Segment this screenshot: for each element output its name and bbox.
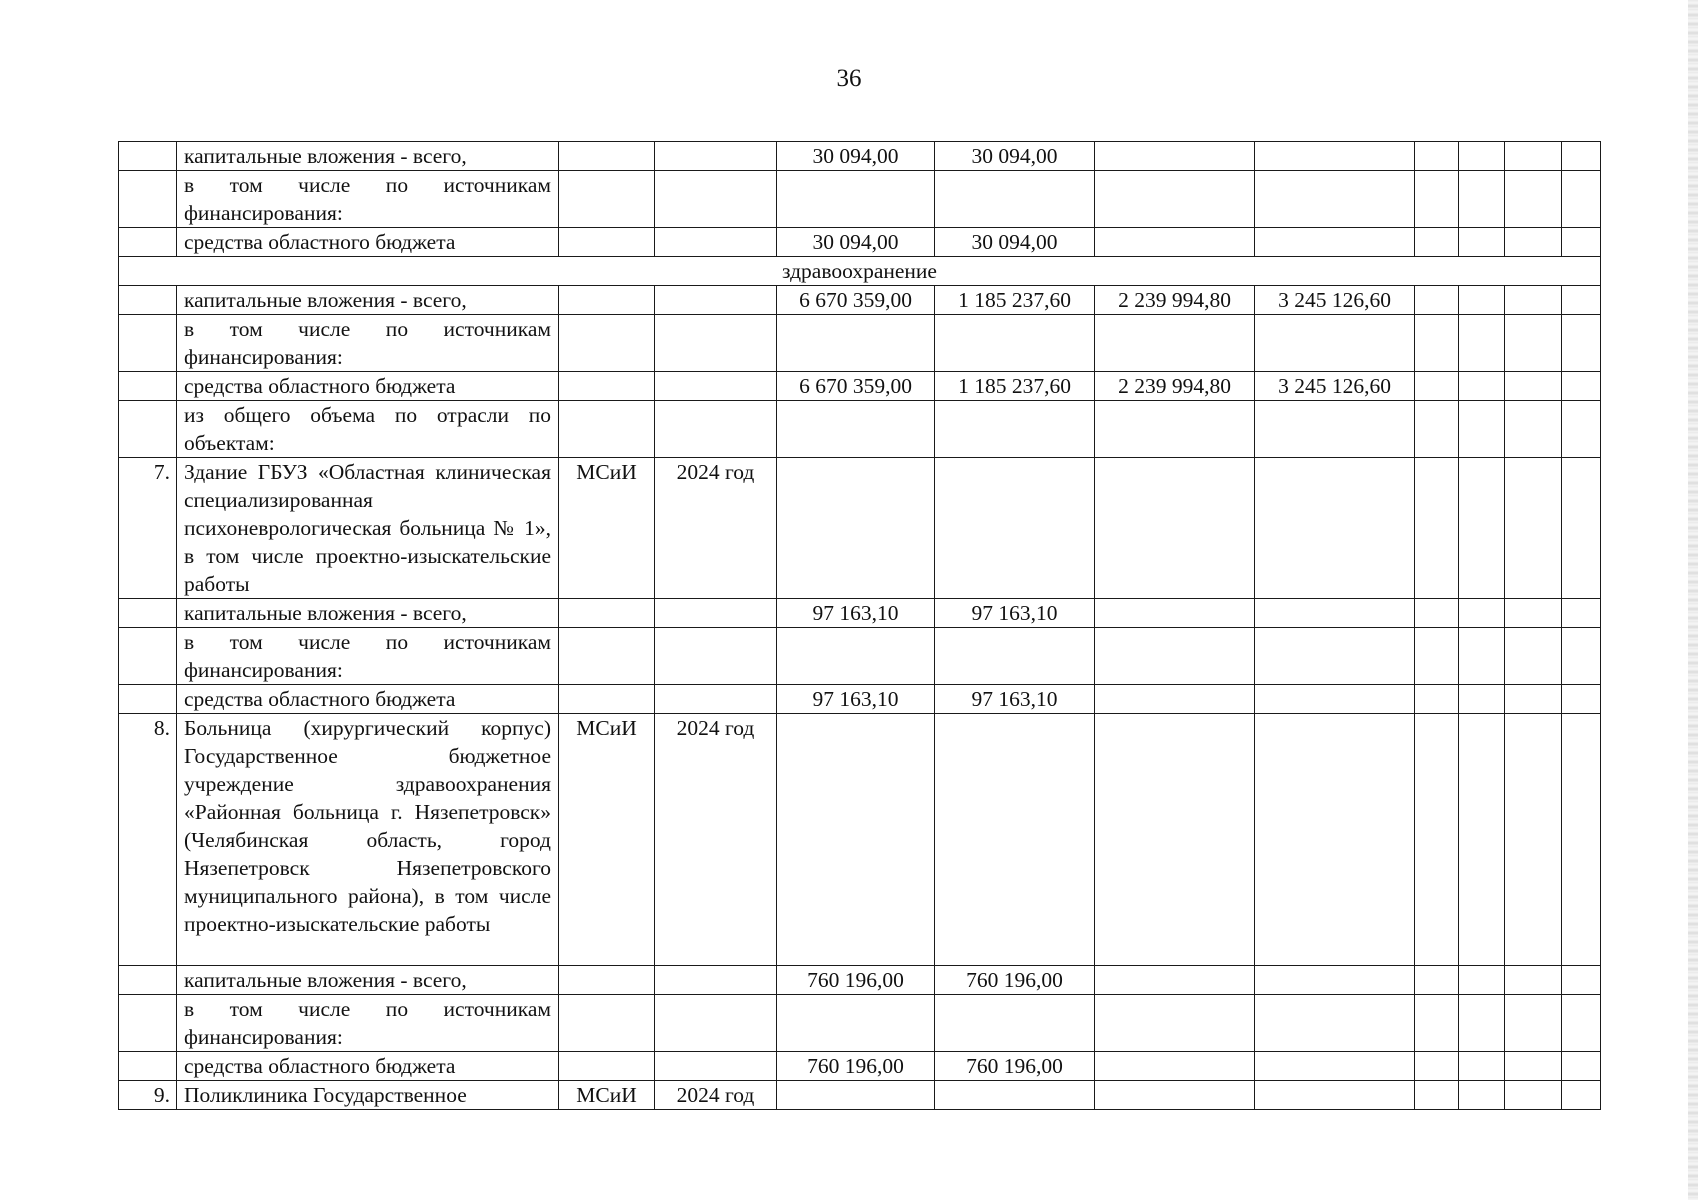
period-cell bbox=[655, 995, 777, 1052]
empty-cell bbox=[1562, 966, 1601, 995]
period-cell bbox=[655, 628, 777, 685]
organization-cell bbox=[559, 599, 655, 628]
amount-cell: 6 670 359,00 bbox=[777, 286, 935, 315]
empty-cell bbox=[1562, 628, 1601, 685]
empty-cell bbox=[1505, 628, 1562, 685]
description-cell: капитальные вложения - всего, bbox=[177, 142, 559, 171]
organization-cell bbox=[559, 966, 655, 995]
organization-cell: МСиИ bbox=[559, 714, 655, 966]
empty-cell bbox=[1562, 286, 1601, 315]
amount-cell bbox=[1095, 1052, 1255, 1081]
empty-cell bbox=[1562, 171, 1601, 228]
amount-cell bbox=[1255, 1081, 1415, 1110]
table-row bbox=[119, 1081, 1601, 1110]
empty-cell bbox=[1459, 171, 1505, 228]
organization-cell bbox=[559, 995, 655, 1052]
amount-cell bbox=[1255, 685, 1415, 714]
amount-cell: 97 163,10 bbox=[935, 599, 1095, 628]
empty-cell bbox=[1459, 458, 1505, 599]
description-cell: в том числе по источникам финансирования: bbox=[177, 315, 559, 372]
table-body bbox=[119, 142, 1601, 1110]
amount-cell bbox=[1255, 995, 1415, 1052]
amount-cell bbox=[935, 995, 1095, 1052]
period-cell bbox=[655, 315, 777, 372]
empty-cell bbox=[1415, 599, 1459, 628]
organization-cell bbox=[559, 685, 655, 714]
row-number-cell bbox=[119, 995, 177, 1052]
section-heading-row bbox=[119, 257, 1601, 286]
scan-edge bbox=[1688, 0, 1698, 1200]
empty-cell bbox=[1459, 599, 1505, 628]
empty-cell bbox=[1415, 286, 1459, 315]
amount-cell bbox=[935, 628, 1095, 685]
organization-cell bbox=[559, 372, 655, 401]
amount-cell: 30 094,00 bbox=[935, 228, 1095, 257]
empty-cell bbox=[1562, 372, 1601, 401]
empty-cell bbox=[1562, 714, 1601, 966]
period-cell bbox=[655, 1052, 777, 1081]
empty-cell bbox=[1459, 286, 1505, 315]
amount-cell bbox=[1095, 685, 1255, 714]
period-cell: 2024 год bbox=[655, 714, 777, 966]
empty-cell bbox=[1562, 685, 1601, 714]
empty-cell bbox=[1562, 401, 1601, 458]
amount-cell bbox=[1095, 142, 1255, 171]
row-number-cell bbox=[119, 1052, 177, 1081]
period-cell bbox=[655, 142, 777, 171]
empty-cell bbox=[1459, 995, 1505, 1052]
table-row bbox=[119, 228, 1601, 257]
amount-cell bbox=[1095, 599, 1255, 628]
row-number-cell bbox=[119, 286, 177, 315]
amount-cell: 30 094,00 bbox=[777, 228, 935, 257]
amount-cell bbox=[1095, 228, 1255, 257]
amount-cell bbox=[1095, 628, 1255, 685]
description-cell: Больница (хирургический корпус) Государственное бюджетное учреждение здравоохранения «Районная больница г. Нязепетровск» (Челябинская область, город Нязепетровск Нязепетровского муниципального района), в том числе проектно-изыскательские работы bbox=[177, 714, 559, 966]
page-number: 36 bbox=[836, 65, 862, 92]
row-number-cell: 7. bbox=[119, 458, 177, 599]
empty-cell bbox=[1415, 228, 1459, 257]
amount-cell bbox=[1255, 315, 1415, 372]
amount-cell bbox=[777, 628, 935, 685]
empty-cell bbox=[1459, 1052, 1505, 1081]
empty-cell bbox=[1562, 315, 1601, 372]
amount-cell bbox=[1095, 458, 1255, 599]
amount-cell: 97 163,10 bbox=[777, 599, 935, 628]
empty-cell bbox=[1562, 142, 1601, 171]
amount-cell bbox=[777, 714, 935, 966]
description-cell: в том числе по источникам финансирования: bbox=[177, 995, 559, 1052]
amount-cell: 1 185 237,60 bbox=[935, 372, 1095, 401]
amount-cell bbox=[777, 1081, 935, 1110]
amount-cell bbox=[1255, 628, 1415, 685]
empty-cell bbox=[1505, 228, 1562, 257]
empty-cell bbox=[1459, 628, 1505, 685]
organization-cell: МСиИ bbox=[559, 1081, 655, 1110]
table-row bbox=[119, 286, 1601, 315]
empty-cell bbox=[1459, 1081, 1505, 1110]
amount-cell: 6 670 359,00 bbox=[777, 372, 935, 401]
period-cell: 2024 год bbox=[655, 458, 777, 599]
empty-cell bbox=[1415, 372, 1459, 401]
row-number-cell bbox=[119, 372, 177, 401]
amount-cell bbox=[1095, 966, 1255, 995]
table-row bbox=[119, 142, 1601, 171]
empty-cell bbox=[1505, 315, 1562, 372]
table-row bbox=[119, 1052, 1601, 1081]
organization-cell bbox=[559, 142, 655, 171]
amount-cell bbox=[1255, 401, 1415, 458]
period-cell bbox=[655, 171, 777, 228]
amount-cell bbox=[777, 315, 935, 372]
table-row bbox=[119, 995, 1601, 1052]
amount-cell bbox=[1255, 171, 1415, 228]
amount-cell bbox=[777, 171, 935, 228]
description-cell: средства областного бюджета bbox=[177, 685, 559, 714]
period-cell bbox=[655, 685, 777, 714]
amount-cell bbox=[935, 458, 1095, 599]
description-cell: капитальные вложения - всего, bbox=[177, 286, 559, 315]
description-cell: Здание ГБУЗ «Областная клиническая специализированная психоневрологическая больница № 1», в том числе проектно-изыскательские работы bbox=[177, 458, 559, 599]
empty-cell bbox=[1415, 171, 1459, 228]
empty-cell bbox=[1459, 685, 1505, 714]
row-number-cell bbox=[119, 401, 177, 458]
table-row bbox=[119, 966, 1601, 995]
amount-cell bbox=[935, 714, 1095, 966]
row-number-cell bbox=[119, 966, 177, 995]
empty-cell bbox=[1562, 995, 1601, 1052]
amount-cell: 760 196,00 bbox=[777, 1052, 935, 1081]
empty-cell bbox=[1505, 966, 1562, 995]
description-cell: из общего объема по отрасли по объектам: bbox=[177, 401, 559, 458]
empty-cell bbox=[1505, 995, 1562, 1052]
row-number-cell bbox=[119, 685, 177, 714]
amount-cell bbox=[935, 315, 1095, 372]
row-number-cell bbox=[119, 228, 177, 257]
empty-cell bbox=[1562, 228, 1601, 257]
amount-cell: 3 245 126,60 bbox=[1255, 286, 1415, 315]
empty-cell bbox=[1505, 458, 1562, 599]
empty-cell bbox=[1505, 714, 1562, 966]
empty-cell bbox=[1415, 714, 1459, 966]
row-number-cell: 9. bbox=[119, 1081, 177, 1110]
amount-cell bbox=[1095, 171, 1255, 228]
row-number-cell bbox=[119, 315, 177, 372]
amount-cell bbox=[1255, 1052, 1415, 1081]
description-cell: средства областного бюджета bbox=[177, 228, 559, 257]
amount-cell bbox=[777, 401, 935, 458]
amount-cell bbox=[1255, 228, 1415, 257]
empty-cell bbox=[1459, 372, 1505, 401]
object-row bbox=[119, 458, 1601, 599]
amount-cell: 2 239 994,80 bbox=[1095, 286, 1255, 315]
period-cell bbox=[655, 401, 777, 458]
period-cell bbox=[655, 372, 777, 401]
amount-cell: 1 185 237,60 bbox=[935, 286, 1095, 315]
period-cell bbox=[655, 966, 777, 995]
object-row bbox=[119, 714, 1601, 966]
amount-cell bbox=[935, 401, 1095, 458]
empty-cell bbox=[1459, 228, 1505, 257]
period-cell bbox=[655, 599, 777, 628]
period-cell: 2024 год bbox=[655, 1081, 777, 1110]
period-cell bbox=[655, 286, 777, 315]
row-number-cell bbox=[119, 171, 177, 228]
organization-cell bbox=[559, 401, 655, 458]
amount-cell bbox=[1255, 714, 1415, 966]
organization-cell bbox=[559, 171, 655, 228]
description-cell: в том числе по источникам финансирования: bbox=[177, 628, 559, 685]
amount-cell bbox=[777, 995, 935, 1052]
amount-cell bbox=[935, 1081, 1095, 1110]
amount-cell bbox=[777, 458, 935, 599]
empty-cell bbox=[1505, 372, 1562, 401]
empty-cell bbox=[1562, 1081, 1601, 1110]
empty-cell bbox=[1415, 142, 1459, 171]
empty-cell bbox=[1459, 966, 1505, 995]
organization-cell bbox=[559, 628, 655, 685]
amount-cell bbox=[935, 171, 1095, 228]
period-cell bbox=[655, 228, 777, 257]
amount-cell bbox=[1095, 315, 1255, 372]
investment-table bbox=[118, 141, 1601, 1110]
empty-cell bbox=[1415, 628, 1459, 685]
amount-cell bbox=[1255, 966, 1415, 995]
description-cell: капитальные вложения - всего, bbox=[177, 966, 559, 995]
table-row bbox=[119, 315, 1601, 372]
amount-cell: 97 163,10 bbox=[935, 685, 1095, 714]
amount-cell bbox=[1255, 142, 1415, 171]
empty-cell bbox=[1459, 401, 1505, 458]
empty-cell bbox=[1505, 685, 1562, 714]
empty-cell bbox=[1562, 1052, 1601, 1081]
empty-cell bbox=[1459, 714, 1505, 966]
amount-cell bbox=[1095, 995, 1255, 1052]
empty-cell bbox=[1562, 599, 1601, 628]
row-number-cell bbox=[119, 628, 177, 685]
table-row bbox=[119, 599, 1601, 628]
empty-cell bbox=[1505, 142, 1562, 171]
empty-cell bbox=[1415, 401, 1459, 458]
empty-cell bbox=[1505, 599, 1562, 628]
organization-cell bbox=[559, 315, 655, 372]
empty-cell bbox=[1459, 315, 1505, 372]
organization-cell bbox=[559, 228, 655, 257]
row-number-cell bbox=[119, 142, 177, 171]
empty-cell bbox=[1415, 458, 1459, 599]
amount-cell: 30 094,00 bbox=[777, 142, 935, 171]
section-heading: здравоохранение bbox=[119, 257, 1601, 286]
empty-cell bbox=[1415, 315, 1459, 372]
amount-cell: 30 094,00 bbox=[935, 142, 1095, 171]
amount-cell bbox=[1095, 714, 1255, 966]
empty-cell bbox=[1415, 1081, 1459, 1110]
amount-cell: 760 196,00 bbox=[777, 966, 935, 995]
description-cell: средства областного бюджета bbox=[177, 372, 559, 401]
amount-cell bbox=[1095, 401, 1255, 458]
empty-cell bbox=[1415, 1052, 1459, 1081]
table-row bbox=[119, 372, 1601, 401]
amount-cell: 760 196,00 bbox=[935, 1052, 1095, 1081]
description-cell: средства областного бюджета bbox=[177, 1052, 559, 1081]
empty-cell bbox=[1505, 1081, 1562, 1110]
row-number-cell: 8. bbox=[119, 714, 177, 966]
table-row bbox=[119, 628, 1601, 685]
empty-cell bbox=[1415, 966, 1459, 995]
amount-cell: 2 239 994,80 bbox=[1095, 372, 1255, 401]
description-cell: в том числе по источникам финансирования: bbox=[177, 171, 559, 228]
empty-cell bbox=[1505, 1052, 1562, 1081]
amount-cell bbox=[1255, 458, 1415, 599]
organization-cell bbox=[559, 286, 655, 315]
empty-cell bbox=[1505, 171, 1562, 228]
amount-cell: 3 245 126,60 bbox=[1255, 372, 1415, 401]
amount-cell: 760 196,00 bbox=[935, 966, 1095, 995]
amount-cell bbox=[1095, 1081, 1255, 1110]
organization-cell bbox=[559, 1052, 655, 1081]
empty-cell bbox=[1505, 286, 1562, 315]
row-number-cell bbox=[119, 599, 177, 628]
empty-cell bbox=[1415, 685, 1459, 714]
empty-cell bbox=[1415, 995, 1459, 1052]
empty-cell bbox=[1459, 142, 1505, 171]
organization-cell: МСиИ bbox=[559, 458, 655, 599]
table-row bbox=[119, 171, 1601, 228]
amount-cell bbox=[1255, 599, 1415, 628]
amount-cell: 97 163,10 bbox=[777, 685, 935, 714]
table-row bbox=[119, 401, 1601, 458]
description-cell: капитальные вложения - всего, bbox=[177, 599, 559, 628]
table-row bbox=[119, 685, 1601, 714]
description-cell: Поликлиника Государственное bbox=[177, 1081, 559, 1110]
empty-cell bbox=[1505, 401, 1562, 458]
empty-cell bbox=[1562, 458, 1601, 599]
